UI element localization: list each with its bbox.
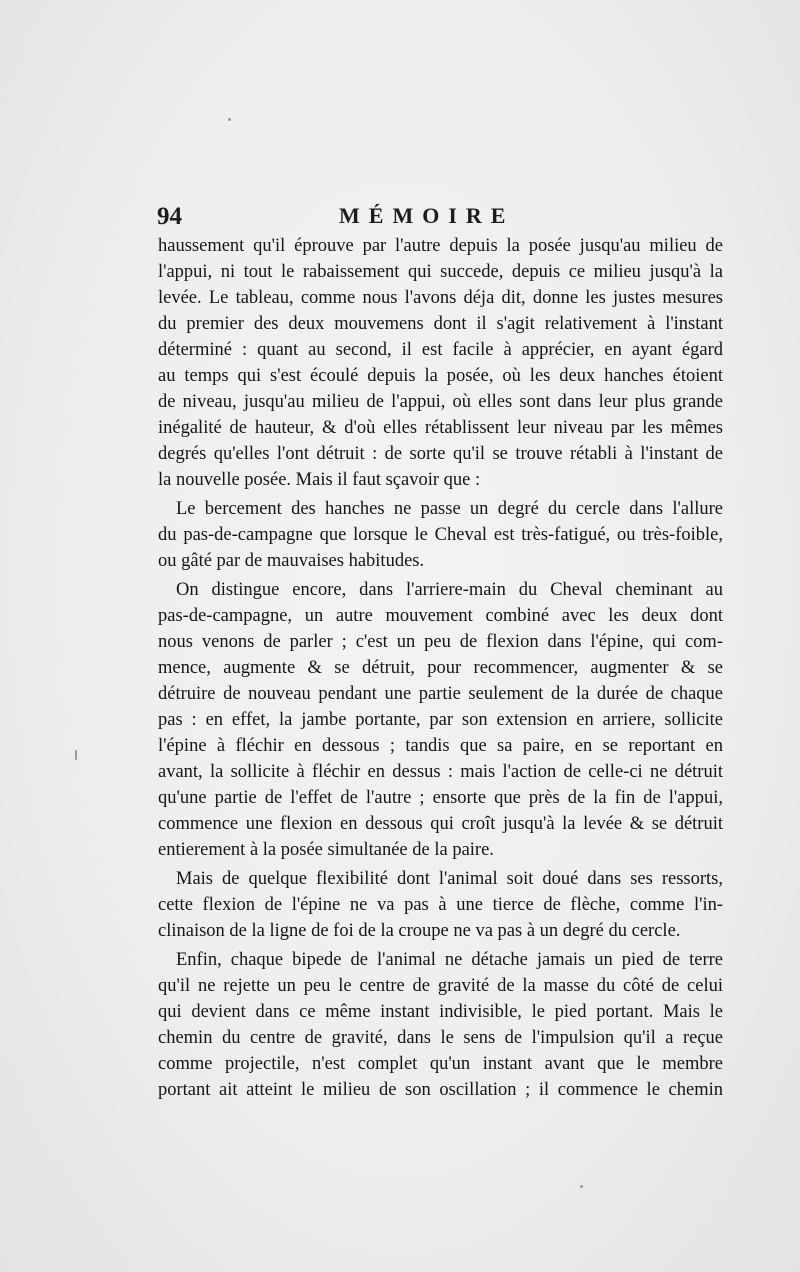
text-line: Le bercement des hanches ne passe un degré du cercle dans l'allure [176, 499, 723, 519]
text-line: Enfin, chaque bipede de l'animal ne détache jamais un pied de terre [176, 950, 723, 970]
text-line: comme projectile, n'est complet qu'un instant avant que le membre [158, 1054, 723, 1074]
running-head: MÉMOIRE [339, 203, 515, 228]
text-line: du pas-de-campagne que lorsque le Cheval est très-fatigué, ou très-foible, [158, 525, 723, 545]
text-line: Mais de quelque flexibilité dont l'animal soit doué dans ses ressorts, [176, 869, 723, 889]
paragraph-3 [158, 577, 723, 863]
paragraph-5 [158, 947, 723, 1103]
text-line: au temps qui s'est écoulé depuis la posée, où les deux hanches étoient [158, 366, 723, 386]
body-text [158, 233, 723, 1103]
text-line: l'épine à fléchir en dessous ; tandis que sa paire, en se reportant en [158, 736, 723, 756]
text-line: On distingue encore, dans l'arriere-main du Cheval cheminant au [176, 580, 723, 600]
text-line: avant, la sollicite à fléchir en dessus : mais l'action de celle-ci ne détruit [158, 762, 723, 782]
text-line: détruire de nouveau pendant une partie seulement de la durée de chaque [158, 684, 723, 704]
text-line: mence, augmente & se détruit, pour recommencer, augmenter & se [158, 658, 723, 678]
text-line: pas : en effet, la jambe portante, par son extension en arriere, sollicite [158, 710, 723, 730]
text-line: ou gâté par de mauvaises habitudes. [158, 551, 425, 571]
text-line: portant ait atteint le milieu de son oscillation ; il commence le chemin [158, 1080, 723, 1100]
text-line: haussement qu'il éprouve par l'autre depuis la posée jusqu'au milieu de [158, 236, 723, 256]
text-line: de niveau, jusqu'au milieu de l'appui, où elles sont dans leur plus grande [158, 392, 723, 412]
text-line: chemin du centre de gravité, dans le sens de l'impulsion qu'il a reçue [158, 1028, 723, 1048]
text-line: clinaison de la ligne de foi de la croupe ne va pas à un degré du cercle. [158, 921, 681, 941]
text-line: du premier des deux mouvemens dont il s'agit relativement à l'instant [158, 314, 723, 334]
text-line: qu'une partie de l'effet de l'autre ; ensorte que près de la fin de l'appui, [158, 788, 723, 808]
text-line: qu'il ne rejette un peu le centre de gravité de la masse du côté de celui [158, 976, 723, 996]
text-line: la nouvelle posée. Mais il faut sçavoir que : [158, 470, 481, 490]
page-number: 94 [157, 203, 182, 230]
text-line: inégalité de hauteur, & d'où elles rétablissent leur niveau par les mêmes [158, 418, 723, 438]
text-line: qui devient dans ce même instant indivisible, le pied portant. Mais le [158, 1002, 723, 1022]
paragraph-4 [158, 866, 723, 944]
text-line: cette flexion de l'épine ne va pas à une tierce de flèche, comme l'in- [158, 895, 723, 915]
paragraph-2 [158, 496, 723, 574]
text-line: l'appui, ni tout le rabaissement qui succede, depuis ce milieu jusqu'à la [158, 262, 723, 282]
text-line: commence une flexion en dessous qui croît jusqu'à la levée & se détruit [158, 814, 723, 834]
text-line: déterminé : quant au second, il est facile à apprécier, en ayant égard [158, 340, 723, 360]
text-line: pas-de-campagne, un autre mouvement combiné avec les deux dont [158, 606, 723, 626]
text-line: degrés qu'elles l'ont détruit : de sorte qu'il se trouve rétabli à l'instant de [158, 444, 723, 464]
text-line: nous venons de parler ; c'est un peu de flexion dans l'épine, qui com- [158, 632, 723, 652]
page-header [157, 203, 722, 233]
text-line: entierement à la posée simultanée de la paire. [158, 840, 494, 860]
paragraph-1 [158, 233, 723, 493]
text-line: levée. Le tableau, comme nous l'avons déja dit, donne les justes mesures [158, 288, 723, 308]
